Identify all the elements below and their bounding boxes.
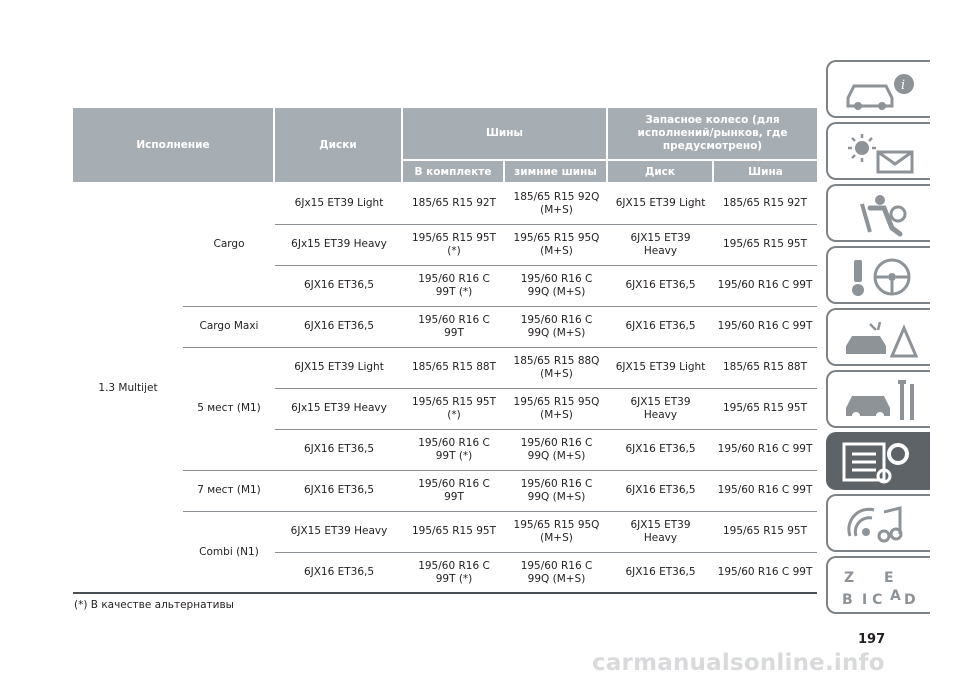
svg-text:I C: I C (862, 592, 883, 608)
spare-tyre-cell: 195/60 R16 C 99T (717, 484, 813, 496)
spare-rim-cell: 6JX15 ET39 Light (615, 197, 706, 209)
spare-tyre-cell: 185/65 R15 88T (722, 361, 808, 373)
svg-text:Z: Z (844, 570, 855, 586)
winter-cell: 195/60 R16 C 99Q (M+S) (520, 436, 593, 462)
rim-cell: 6JX15 ET39 Heavy (290, 525, 388, 537)
spare-tyre-cell: 195/65 R15 95T (722, 402, 808, 414)
subheader-spare-rim: Диск (608, 161, 712, 182)
rim-cell: 6JX15 ET39 Light (294, 361, 384, 373)
header-version: Исполнение (73, 108, 273, 182)
spare-tyre-cell: 195/60 R16 C 99T (717, 443, 813, 455)
side-tab-safety-airbag[interactable] (826, 184, 930, 242)
svg-text:i: i (901, 78, 906, 93)
spare-rim-cell: 6JX15 ET39 Heavy (630, 518, 691, 544)
side-tab-emergency[interactable] (826, 308, 930, 366)
car-info-icon (840, 68, 920, 114)
rim-cell: 6JX16 ET36,5 (303, 566, 375, 578)
warning-lights-icon (840, 130, 920, 176)
supplied-cell: 195/65 R15 95T (*) (411, 395, 497, 421)
spare-rim-cell: 6JX16 ET36,5 (625, 443, 696, 455)
supplied-cell: 195/65 R15 95T (411, 525, 497, 537)
emergency-icon (840, 316, 920, 362)
supplied-cell: 185/65 R15 88T (411, 361, 497, 373)
rim-cell: 6Jx15 ET39 Light (294, 197, 384, 209)
version-cell: Cargo Maxi (199, 320, 259, 332)
spare-rim-cell: 6JX16 ET36,5 (625, 320, 696, 332)
table-bottom-rule (73, 592, 817, 594)
rim-cell: 6JX16 ET36,5 (303, 320, 375, 332)
supplied-cell: 195/60 R16 C 99T (418, 313, 490, 339)
svg-text:B: B (842, 592, 853, 608)
watermark: carmanualsonline.info (592, 650, 885, 676)
supplied-cell: 195/65 R15 95T (*) (411, 231, 497, 257)
safety-airbag-icon (840, 192, 920, 238)
subheader-supplied: В комплекте (403, 161, 503, 182)
maintenance-icon (840, 378, 920, 424)
technical-data-icon (840, 440, 920, 486)
spare-tyre-cell: 195/60 R16 C 99T (717, 566, 813, 578)
rim-cell: 6JX16 ET36,5 (303, 484, 375, 496)
header-tyres: Шины (403, 108, 606, 159)
winter-cell: 195/60 R16 C 99Q (M+S) (520, 272, 593, 298)
winter-cell: 195/65 R15 95Q (M+S) (513, 395, 600, 421)
tyre-table-body (73, 183, 817, 593)
spare-rim-cell: 6JX15 ET39 Heavy (630, 231, 691, 257)
winter-cell: 195/60 R16 C 99Q (M+S) (520, 559, 593, 585)
rim-cell: 6Jx15 ET39 Heavy (291, 402, 387, 414)
side-tab-multimedia[interactable] (826, 494, 930, 552)
rim-cell: 6JX16 ET36,5 (303, 279, 375, 291)
supplied-cell: 195/60 R16 C 99T (*) (418, 559, 490, 585)
subheader-spare-tyre: Шина (714, 161, 817, 182)
spare-tyre-cell: 195/65 R15 95T (722, 238, 808, 250)
side-tab-index[interactable] (826, 556, 930, 614)
header-rims: Диски (275, 108, 401, 182)
rim-cell: 6JX16 ET36,5 (303, 443, 375, 455)
spare-rim-cell: 6JX16 ET36,5 (625, 484, 696, 496)
winter-cell: 195/60 R16 C 99Q (M+S) (520, 313, 593, 339)
supplied-cell: 195/60 R16 C 99T (*) (418, 436, 490, 462)
page-number: 197 (858, 632, 886, 647)
spare-tyre-cell: 195/60 R16 C 99T (717, 320, 813, 332)
version-cell: 5 мест (M1) (197, 402, 261, 414)
multimedia-icon (840, 502, 920, 548)
version-cell: 7 мест (M1) (197, 484, 261, 496)
version-cell: Cargo (213, 238, 245, 250)
steering-key-icon (840, 254, 920, 300)
subheader-winter: зимние шины (505, 161, 606, 182)
supplied-cell: 195/60 R16 C 99T (*) (418, 272, 490, 298)
winter-cell: 195/60 R16 C 99Q (M+S) (520, 477, 593, 503)
spare-tyre-cell: 195/65 R15 95T (722, 525, 808, 537)
svg-text:E: E (884, 570, 894, 586)
engine-cell: 1.3 Multijet (98, 381, 158, 394)
version-cell: Combi (N1) (199, 545, 259, 558)
side-tab-car-info[interactable] (826, 60, 930, 118)
side-tab-steering-key[interactable] (826, 246, 930, 304)
spare-tyre-cell: 195/60 R16 C 99T (717, 279, 813, 291)
side-tab-warning-lights[interactable] (826, 122, 930, 180)
spare-rim-cell: 6JX15 ET39 Light (615, 361, 706, 373)
side-tab-maintenance[interactable] (826, 370, 930, 428)
side-tab-technical-data[interactable] (826, 432, 930, 490)
spare-rim-cell: 6JX16 ET36,5 (625, 566, 696, 578)
spare-tyre-cell: 185/65 R15 92T (722, 197, 808, 209)
svg-text:A: A (890, 588, 901, 604)
supplied-cell: 185/65 R15 92T (411, 197, 497, 209)
winter-cell: 195/65 R15 95Q (M+S) (513, 231, 600, 257)
supplied-cell: 195/60 R16 C 99T (418, 477, 490, 503)
index-icon (840, 564, 920, 610)
header-spare-wheel: Запасное колесо (для исполнений/рынков, где предусмотрено) (608, 108, 817, 159)
svg-text:D: D (904, 592, 916, 608)
spare-rim-cell: 6JX15 ET39 Heavy (630, 395, 691, 421)
rim-cell: 6Jx15 ET39 Heavy (291, 238, 387, 250)
winter-cell: 195/65 R15 95Q (M+S) (513, 518, 600, 544)
footnote: (*) В качестве альтернативы (74, 599, 234, 611)
spare-rim-cell: 6JX16 ET36,5 (625, 279, 696, 291)
winter-cell: 185/65 R15 92Q (M+S) (513, 190, 600, 216)
winter-cell: 185/65 R15 88Q (M+S) (513, 354, 600, 380)
